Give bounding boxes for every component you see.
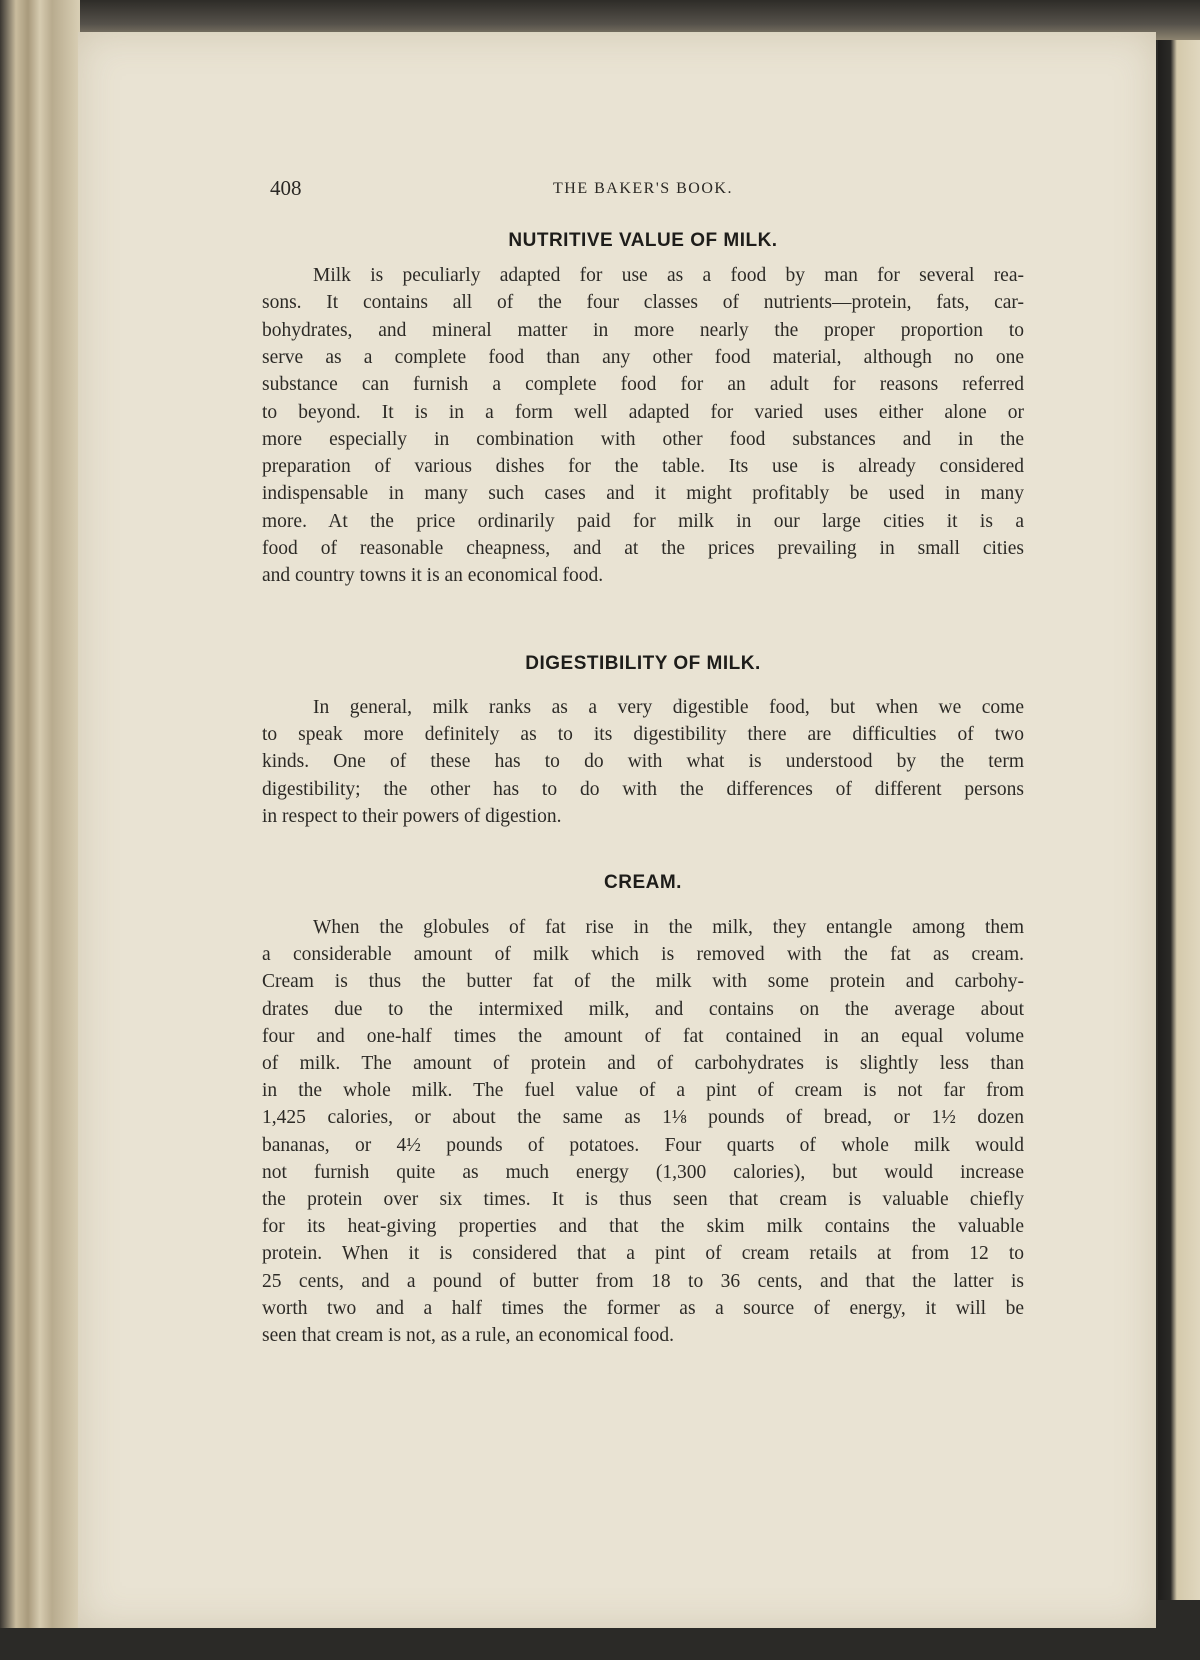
text-line: the protein over six times. It is thus seen that cream is valuable chiefly <box>262 1189 1024 1210</box>
text-line: for its heat-giving properties and that the skim milk contains the valuable <box>262 1216 1024 1238</box>
text-line: indispensable in many such cases and it might profitably be used in many <box>262 483 1024 505</box>
text-line: in respect to their powers of digestion. <box>262 805 562 827</box>
page-number: 408 <box>270 176 302 200</box>
text-line: drates due to the intermixed milk, and contains on the average about <box>262 998 1024 1020</box>
background <box>0 1628 1200 1660</box>
text-line: protein. When it is considered that a pint of cream retails at from 12 to <box>262 1243 1024 1265</box>
text-line: to speak more definitely as to its digestibility there are difficulties of two <box>262 724 1024 746</box>
text-line: serve as a complete food than any other food material, although no one <box>262 346 1024 368</box>
text-line: four and one-half times the amount of fat contained in an equal volume <box>262 1025 1024 1047</box>
text-line: bohydrates, and mineral matter in more nearly the proper proportion to <box>262 319 1024 341</box>
book-page-stack <box>0 0 80 1660</box>
text-line: sons. It contains all of the four classes of nutrients—protein, fats, car- <box>262 292 1024 314</box>
section-heading: NUTRITIVE VALUE OF MILK. <box>508 230 778 251</box>
text-line: substance can furnish a complete food for an adult for reasons referred <box>262 374 1024 396</box>
text-line: Milk is peculiarly adapted for use as a food by man for several rea- <box>313 265 1024 286</box>
section-heading: CREAM. <box>604 872 682 893</box>
text-line: Cream is thus the butter fat of the milk with some protein and carbohy- <box>262 971 1024 993</box>
text-line: 25 cents, and a pound of butter from 18 to 36 cents, and that the latter is <box>262 1270 1024 1292</box>
text-line: not furnish quite as much energy (1,300 calories), but would increase <box>262 1161 1024 1183</box>
text-line: a considerable amount of milk which is removed with the fat as cream. <box>262 944 1024 966</box>
facing-page-edge <box>1158 40 1200 1600</box>
text-line: bananas, or 4½ pounds of potatoes. Four quarts of whole milk would <box>262 1134 1024 1156</box>
text-line: more especially in combination with other food substances and in the <box>262 428 1024 450</box>
running-title: THE BAKER'S BOOK. <box>553 180 733 197</box>
text-line: more. At the price ordinarily paid for milk in our large cities it is a <box>262 510 1024 532</box>
text-line: In general, milk ranks as a very digestible food, but when we come <box>313 697 1024 718</box>
text-line: of milk. The amount of protein and of carbohydrates is slightly less than <box>262 1053 1024 1074</box>
text-line: 1,425 calories, or about the same as 1⅛ pounds of bread, or 1½ dozen <box>262 1107 1024 1129</box>
text-line: worth two and a half times the former as a source of energy, it will be <box>262 1297 1024 1319</box>
text-line: kinds. One of these has to do with what is understood by the term <box>262 751 1024 773</box>
text-line: to beyond. It is in a form well adapted for varied uses either alone or <box>262 401 1024 423</box>
text-line: and country towns it is an economical food. <box>262 565 604 587</box>
text-line: When the globules of fat rise in the milk, they entangle among them <box>313 917 1024 938</box>
text-line: preparation of various dishes for the table. Its use is already considered <box>262 456 1024 478</box>
section-heading: DIGESTIBILITY OF MILK. <box>525 653 761 674</box>
text-line: seen that cream is not, as a rule, an economical food. <box>262 1325 675 1346</box>
text-line: digestibility; the other has to do with the differences of different persons <box>262 778 1024 800</box>
text-line: in the whole milk. The fuel value of a pint of cream is not far from <box>262 1080 1024 1102</box>
text-line: food of reasonable cheapness, and at the prices prevailing in small cities <box>262 538 1024 559</box>
